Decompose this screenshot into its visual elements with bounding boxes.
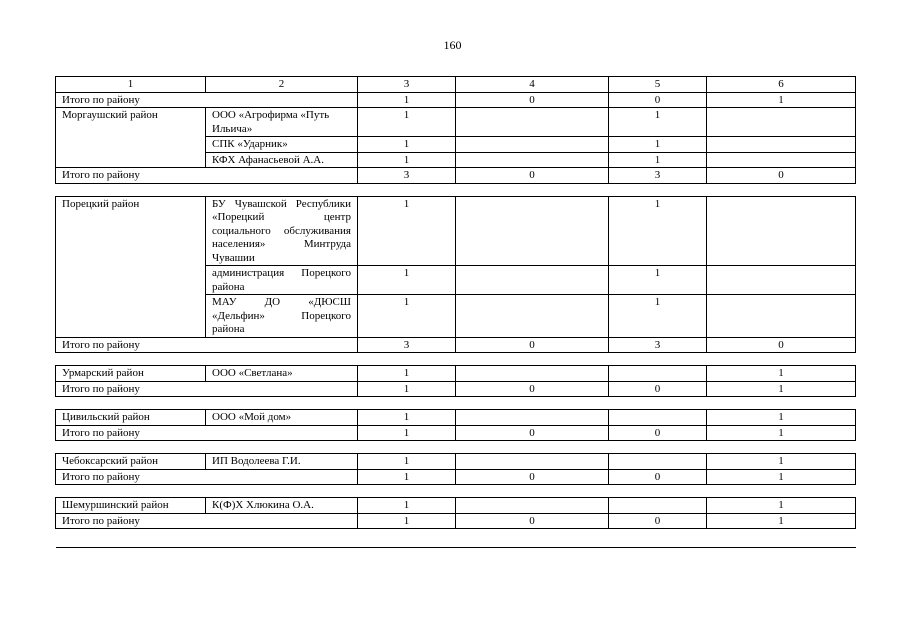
value-cell	[707, 152, 856, 168]
district-cell: Шемуршинский район	[56, 498, 206, 514]
value-cell: 1	[707, 425, 856, 441]
header-cell: 4	[456, 77, 609, 93]
value-cell: 1	[609, 295, 707, 338]
org-cell: ООО «Светлана»	[206, 366, 358, 382]
spacer-row	[56, 183, 856, 196]
table-row	[56, 366, 856, 382]
total-label: Итого по району	[56, 381, 358, 397]
org-cell: СПК «Ударник»	[206, 137, 358, 153]
total-row	[56, 469, 856, 485]
value-cell	[707, 295, 856, 338]
spacer-row	[56, 529, 856, 548]
value-cell: 3	[358, 337, 456, 353]
value-cell: 1	[609, 152, 707, 168]
value-cell: 0	[456, 92, 609, 108]
value-cell: 1	[358, 366, 456, 382]
value-cell: 1	[609, 108, 707, 137]
value-cell: 1	[609, 266, 707, 295]
header-cell: 2	[206, 77, 358, 93]
spacer-row	[56, 441, 856, 454]
table-row	[56, 454, 856, 470]
total-label: Итого по району	[56, 337, 358, 353]
value-cell: 1	[707, 92, 856, 108]
value-cell	[707, 196, 856, 266]
spacer-cell	[56, 397, 856, 410]
value-cell: 1	[358, 152, 456, 168]
value-cell: 0	[707, 337, 856, 353]
value-cell: 3	[358, 168, 456, 184]
total-label: Итого по району	[56, 92, 358, 108]
value-cell	[456, 454, 609, 470]
value-cell: 1	[707, 366, 856, 382]
district-cell: Урмарский район	[56, 366, 206, 382]
value-cell	[609, 498, 707, 514]
value-cell: 1	[609, 137, 707, 153]
org-cell: ИП Водолеева Г.И.	[206, 454, 358, 470]
district-cell: Цивильский район	[56, 410, 206, 426]
value-cell	[456, 366, 609, 382]
statistics-table	[55, 76, 856, 548]
bottom-rule-cell	[56, 548, 856, 549]
value-cell	[609, 366, 707, 382]
header-cell: 1	[56, 77, 206, 93]
value-cell	[456, 152, 609, 168]
table-row	[56, 410, 856, 426]
value-cell: 1	[358, 454, 456, 470]
value-cell: 0	[456, 425, 609, 441]
value-cell: 3	[609, 337, 707, 353]
value-cell: 1	[707, 454, 856, 470]
org-cell: КФХ Афанасьевой А.А.	[206, 152, 358, 168]
org-cell: БУ Чувашской Республики «Порецкий центр социального обслуживания населения» Минтруда Чувашии	[206, 196, 358, 266]
value-cell: 1	[358, 266, 456, 295]
district-cell: Моргаушский район	[56, 108, 206, 168]
total-label: Итого по району	[56, 469, 358, 485]
value-cell: 1	[358, 196, 456, 266]
value-cell: 0	[456, 168, 609, 184]
value-cell: 0	[456, 381, 609, 397]
value-cell: 1	[707, 513, 856, 529]
spacer-cell	[56, 183, 856, 196]
table-row	[56, 196, 856, 266]
total-label: Итого по району	[56, 168, 358, 184]
value-cell	[456, 295, 609, 338]
header-cell: 3	[358, 77, 456, 93]
value-cell: 0	[707, 168, 856, 184]
header-cell: 6	[707, 77, 856, 93]
org-cell: ООО «Агрофирма «Путь Ильича»	[206, 108, 358, 137]
header-row	[56, 77, 856, 93]
value-cell: 1	[358, 410, 456, 426]
spacer-row	[56, 397, 856, 410]
total-row	[56, 337, 856, 353]
spacer-cell	[56, 485, 856, 498]
value-cell: 3	[609, 168, 707, 184]
value-cell	[707, 266, 856, 295]
total-row	[56, 513, 856, 529]
value-cell	[456, 108, 609, 137]
value-cell	[456, 137, 609, 153]
spacer-cell	[56, 353, 856, 366]
org-cell: администрация Порецкого района	[206, 266, 358, 295]
district-cell: Порецкий район	[56, 196, 206, 337]
value-cell: 0	[609, 92, 707, 108]
total-label: Итого по району	[56, 425, 358, 441]
value-cell: 1	[358, 92, 456, 108]
value-cell: 0	[456, 513, 609, 529]
spacer-cell	[56, 529, 856, 548]
total-row	[56, 168, 856, 184]
value-cell	[707, 137, 856, 153]
value-cell	[456, 498, 609, 514]
value-cell: 0	[609, 469, 707, 485]
value-cell: 0	[609, 425, 707, 441]
value-cell: 0	[456, 337, 609, 353]
value-cell: 1	[609, 196, 707, 266]
spacer-row	[56, 485, 856, 498]
total-label: Итого по району	[56, 513, 358, 529]
district-cell: Чебоксарский район	[56, 454, 206, 470]
value-cell	[707, 108, 856, 137]
bottom-rule	[56, 548, 856, 549]
value-cell: 0	[456, 469, 609, 485]
value-cell: 1	[707, 498, 856, 514]
total-row	[56, 381, 856, 397]
value-cell: 1	[358, 425, 456, 441]
value-cell	[456, 266, 609, 295]
org-cell: МАУ ДО «ДЮСШ «Дельфин» Порецкого района	[206, 295, 358, 338]
org-cell: ООО «Мой дом»	[206, 410, 358, 426]
value-cell: 1	[358, 381, 456, 397]
value-cell: 1	[707, 410, 856, 426]
value-cell	[609, 454, 707, 470]
header-cell: 5	[609, 77, 707, 93]
total-row	[56, 425, 856, 441]
value-cell	[609, 410, 707, 426]
value-cell	[456, 410, 609, 426]
value-cell: 1	[358, 498, 456, 514]
value-cell: 1	[358, 513, 456, 529]
value-cell: 1	[358, 137, 456, 153]
table-row	[56, 498, 856, 514]
value-cell: 0	[609, 381, 707, 397]
org-cell: К(Ф)Х Хлюкина О.А.	[206, 498, 358, 514]
value-cell: 1	[358, 469, 456, 485]
spacer-cell	[56, 441, 856, 454]
total-row	[56, 92, 856, 108]
value-cell: 1	[707, 381, 856, 397]
value-cell: 0	[609, 513, 707, 529]
page-number: 160	[443, 38, 462, 52]
table-row	[56, 108, 856, 137]
value-cell: 1	[358, 108, 456, 137]
value-cell	[456, 196, 609, 266]
spacer-row	[56, 353, 856, 366]
value-cell: 1	[358, 295, 456, 338]
value-cell: 1	[707, 469, 856, 485]
